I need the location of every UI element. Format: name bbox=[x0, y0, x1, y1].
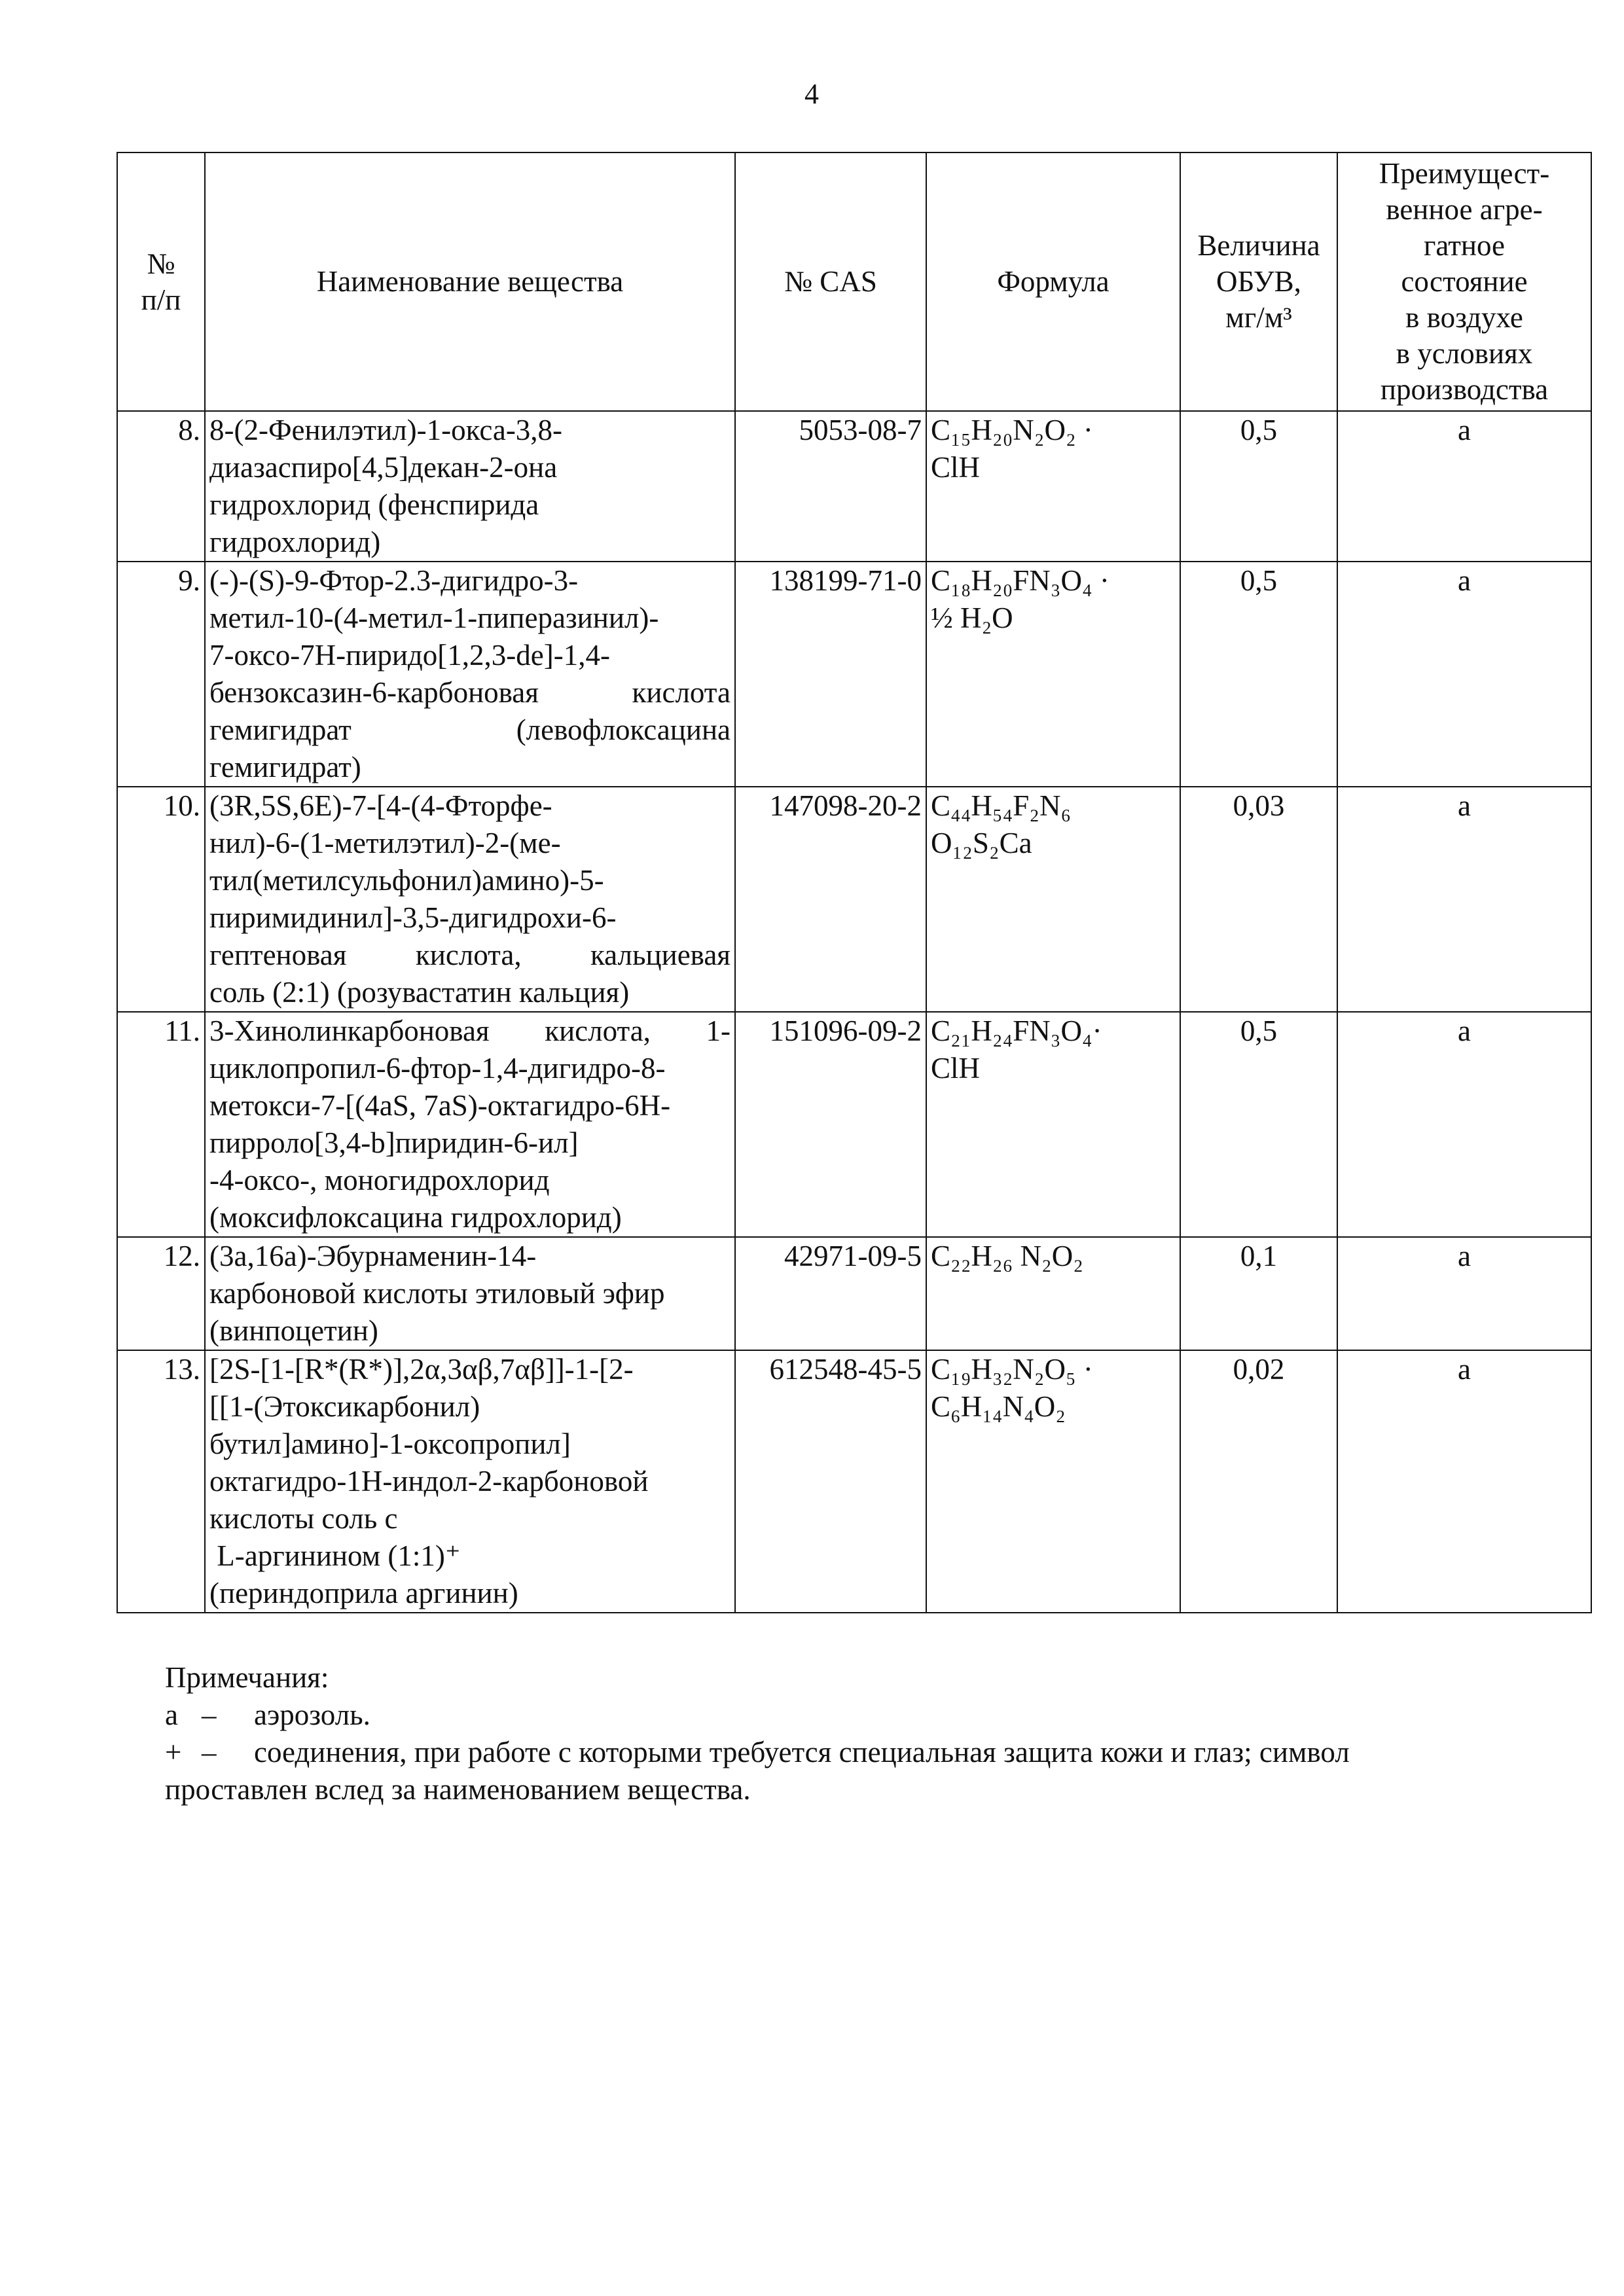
substance-name bbox=[205, 787, 735, 1012]
cas-number: 138199-71-0 bbox=[735, 562, 926, 787]
substance-name-line: (периндоприла аргинин) bbox=[209, 1577, 518, 1609]
header-state-line: производства bbox=[1380, 373, 1549, 406]
table-row bbox=[117, 411, 1591, 562]
formula-line: C₆H₁₄N₄O₂ bbox=[931, 1390, 1066, 1423]
aggregate-state: а bbox=[1337, 1012, 1591, 1237]
header-state bbox=[1337, 152, 1591, 411]
header-cas: № CAS bbox=[735, 152, 926, 411]
substance-name-line: 7-оксо-7Н-пиридо[1,2,3-de]-1,4- bbox=[209, 639, 610, 672]
table-header-row bbox=[117, 152, 1591, 411]
substance-name-line: [[1-(Этоксикарбонил) bbox=[209, 1390, 480, 1423]
substance-name-line: метокси-7-[(4aS, 7aS)-октагидро-6Н- bbox=[209, 1089, 671, 1122]
obuv-value: 0,5 bbox=[1180, 411, 1337, 562]
formula bbox=[926, 1012, 1180, 1237]
row-number: 8. bbox=[117, 411, 205, 562]
header-state-line: гатное bbox=[1423, 229, 1506, 262]
cas-number: 147098-20-2 bbox=[735, 787, 926, 1012]
row-number: 11. bbox=[117, 1012, 205, 1237]
header-state-line: в воздухе bbox=[1405, 301, 1523, 334]
formula-line: ClH bbox=[931, 1052, 981, 1085]
obuv-value: 0,03 bbox=[1180, 787, 1337, 1012]
note-dash: – bbox=[202, 1698, 217, 1731]
substance-name bbox=[205, 1012, 735, 1237]
substance-name-line: гептеновая кислота, кальциевая bbox=[209, 939, 731, 971]
page-number: 4 bbox=[804, 78, 819, 110]
substance-name-line: кислоты соль с bbox=[209, 1502, 398, 1535]
notes-section bbox=[165, 1659, 1540, 1808]
substance-name-line: -4-оксо-, моногидрохлорид bbox=[209, 1164, 550, 1196]
formula-line: O₁₂S₂Ca bbox=[931, 827, 1032, 859]
note-text: соединения, при работе с которыми требуется специальная защита кожи и глаз; символ bbox=[254, 1736, 1350, 1768]
obuv-value: 0,1 bbox=[1180, 1237, 1337, 1350]
substance-name bbox=[205, 411, 735, 562]
header-name: Наименование вещества bbox=[205, 152, 735, 411]
cas-number: 5053-08-7 bbox=[735, 411, 926, 562]
note-item bbox=[165, 1734, 1540, 1771]
substance-name-line: пирроло[3,4-b]пиридин-6-ил] bbox=[209, 1126, 579, 1159]
header-state-line: в условиях bbox=[1396, 337, 1533, 370]
substance-name-line: бутил]амино]-1-оксопропил] bbox=[209, 1427, 571, 1460]
formula-line: ClH bbox=[931, 451, 981, 484]
substance-name-line: нил)-6-(1-метилэтил)-2-(ме- bbox=[209, 827, 561, 859]
row-number: 12. bbox=[117, 1237, 205, 1350]
cas-number: 42971-09-5 bbox=[735, 1237, 926, 1350]
row-number: 9. bbox=[117, 562, 205, 787]
header-value bbox=[1180, 152, 1337, 411]
note-mark: + bbox=[165, 1736, 182, 1768]
substance-name-line: диазаспиро[4,5]декан-2-она bbox=[209, 451, 558, 484]
header-value-line: мг/м³ bbox=[1225, 301, 1292, 334]
header-state-line: состояние bbox=[1401, 265, 1528, 298]
note-item bbox=[165, 1696, 1540, 1734]
aggregate-state: а bbox=[1337, 787, 1591, 1012]
formula-line: C₁₈H₂₀FN₃O₄ · bbox=[931, 564, 1110, 597]
formula bbox=[926, 411, 1180, 562]
formula-line: C₁₅H₂₀N₂O₂ · bbox=[931, 414, 1093, 446]
formula bbox=[926, 562, 1180, 787]
formula bbox=[926, 787, 1180, 1012]
header-num-line: № bbox=[147, 247, 175, 280]
table-row bbox=[117, 1237, 1591, 1350]
substance-name-line: бензоксазин-6-карбоновая кислота bbox=[209, 676, 731, 709]
substance-name-line: гемигидрат (левофлоксацина bbox=[209, 713, 731, 746]
formula bbox=[926, 1350, 1180, 1613]
cas-number: 612548-45-5 bbox=[735, 1350, 926, 1613]
header-value-line: ОБУВ, bbox=[1216, 265, 1301, 298]
substance-name-line: циклопропил-6-фтор-1,4-дигидро-8- bbox=[209, 1052, 666, 1085]
note-text: аэрозоль. bbox=[254, 1698, 370, 1731]
obuv-value: 0,5 bbox=[1180, 1012, 1337, 1237]
table-row bbox=[117, 1350, 1591, 1613]
substance-name-line: метил-10-(4-метил-1-пиперазинил)- bbox=[209, 601, 659, 634]
note-mark: а bbox=[165, 1698, 178, 1731]
formula bbox=[926, 1237, 1180, 1350]
table-row bbox=[117, 787, 1591, 1012]
substance-name-line: (винпоцетин) bbox=[209, 1314, 378, 1347]
header-formula: Формула bbox=[926, 152, 1180, 411]
substance-name-line: 8-(2-Фенилэтил)-1-окса-3,8- bbox=[209, 414, 563, 446]
header-num-line: п/п bbox=[141, 283, 181, 316]
aggregate-state: а bbox=[1337, 1350, 1591, 1613]
substance-name bbox=[205, 562, 735, 787]
aggregate-state: а bbox=[1337, 1237, 1591, 1350]
header-state-line: венное агре- bbox=[1386, 193, 1543, 226]
substance-name-line: гидрохлорид (фенспирида bbox=[209, 488, 539, 521]
substance-name-line: октагидро-1Н-индол-2-карбоновой bbox=[209, 1465, 649, 1498]
note-continuation: проставлен вслед за наименованием вещества. bbox=[165, 1773, 751, 1806]
cas-number: 151096-09-2 bbox=[735, 1012, 926, 1237]
substance-name-line: тил(метилсульфонил)амино)-5- bbox=[209, 864, 604, 897]
notes-title: Примечания: bbox=[165, 1661, 329, 1694]
substance-name-line: (3R,5S,6E)-7-[4-(4-Фторфе- bbox=[209, 789, 552, 822]
substance-name-line: [2S-[1-[R*(R*)],2α,3αβ,7αβ]]-1-[2- bbox=[209, 1353, 634, 1386]
substance-name bbox=[205, 1237, 735, 1350]
header-value-line: Величина bbox=[1197, 229, 1320, 262]
substance-name-line: (3a,16a)-Эбурнаменин-14- bbox=[209, 1240, 537, 1272]
substance-name-line: (-)-(S)-9-Фтор-2.3-дигидро-3- bbox=[209, 564, 579, 597]
aggregate-state: а bbox=[1337, 562, 1591, 787]
formula-line: C₄₄H₅₄F₂N₆ bbox=[931, 789, 1072, 822]
obuv-value: 0,02 bbox=[1180, 1350, 1337, 1613]
row-number: 13. bbox=[117, 1350, 205, 1613]
row-number: 10. bbox=[117, 787, 205, 1012]
substances-table bbox=[117, 152, 1592, 1613]
substance-name-line: L-аргинином (1:1)⁺ bbox=[209, 1539, 461, 1572]
header-state-line: Преимущест- bbox=[1379, 157, 1550, 190]
table-row bbox=[117, 1012, 1591, 1237]
substance-name-line: пиримидинил]-3,5-дигидрохи-6- bbox=[209, 901, 617, 934]
substance-name-line: соль (2:1) (розувастатин кальция) bbox=[209, 976, 630, 1009]
substance-name-line: 3-Хинолинкарбоновая кислота, 1- bbox=[209, 1014, 731, 1047]
table-row bbox=[117, 562, 1591, 787]
substance-name-line: гемигидрат) bbox=[209, 751, 361, 783]
substance-name-line: гидрохлорид) bbox=[209, 526, 381, 558]
formula-line: C₁₉H₃₂N₂O₅ · bbox=[931, 1353, 1093, 1386]
note-dash: – bbox=[202, 1736, 217, 1768]
formula-line: C₂₂H₂₆ N₂O₂ bbox=[931, 1240, 1083, 1272]
substance-name bbox=[205, 1350, 735, 1613]
aggregate-state: а bbox=[1337, 411, 1591, 562]
formula-line: ½ H₂O bbox=[931, 601, 1013, 634]
obuv-value: 0,5 bbox=[1180, 562, 1337, 787]
header-num bbox=[117, 152, 205, 411]
formula-line: C₂₁H₂₄FN₃O₄· bbox=[931, 1014, 1102, 1047]
substance-name-line: карбоновой кислоты этиловый эфир bbox=[209, 1277, 665, 1310]
substance-name-line: (моксифлоксацина гидрохлорид) bbox=[209, 1201, 622, 1234]
